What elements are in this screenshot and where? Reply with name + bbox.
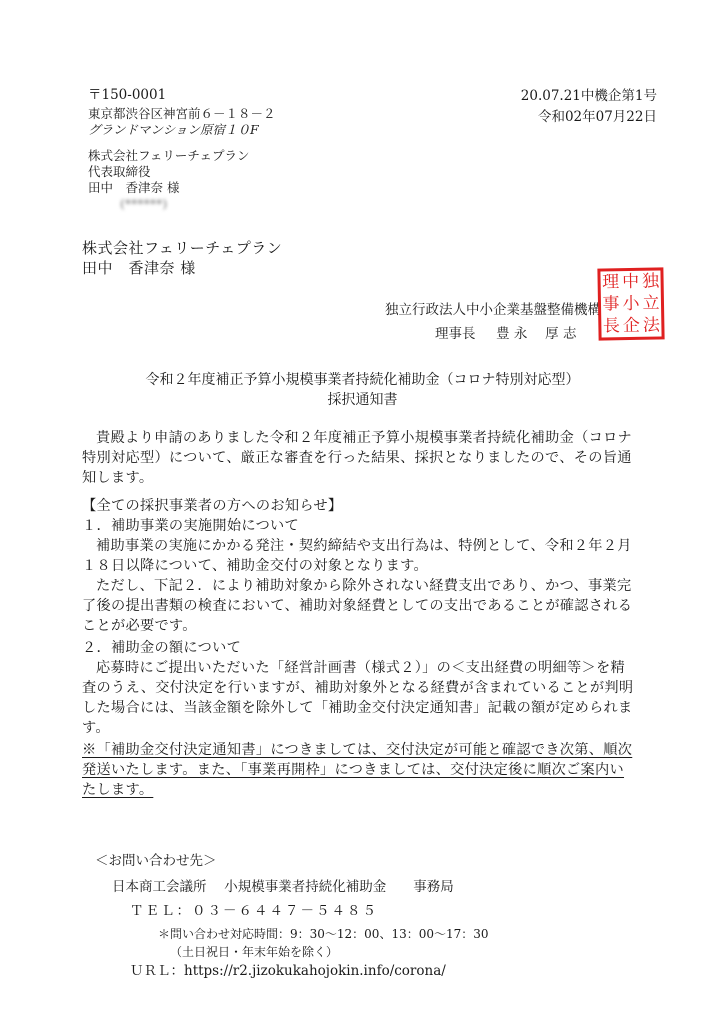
postal-code: 〒150-0001 — [88, 87, 167, 103]
seal-character: 理 — [601, 271, 620, 292]
notice-heading: 【全ての採択事業者の方へのお知らせ】 — [82, 498, 343, 514]
seal-character: 事 — [602, 293, 620, 314]
section-1-line: ことが必要です。 — [82, 618, 197, 634]
intro-line: 貴殿より申請のありました令和２年度補正予算小規模事業者持続化補助金（コロナ — [96, 430, 633, 446]
important-note — [82, 740, 642, 800]
doc-number: 20.07.21中機企第1号 — [520, 88, 657, 104]
address-line-2: グランドマンション原宿１０F — [88, 122, 259, 137]
seal-character: 立 — [642, 293, 660, 314]
seal-character: 長 — [602, 315, 621, 336]
section-2-line: す。 — [82, 720, 110, 736]
section-1-line: 補助事業の実施にかかる発注・契約締結や支出行為は、特例として、令和２年２月 — [96, 538, 632, 554]
url-link[interactable]: ＵＲＬ：https://r2.jizokukahojokin.info/corona/ — [130, 963, 446, 979]
recipient-block — [82, 238, 282, 278]
redacted-id: (******) — [120, 196, 168, 211]
sender-title: 代表取締役 — [88, 164, 151, 179]
contact-hours: ＊問い合わせ対応時間：9：30～12：00、13：00～17：30 — [158, 927, 489, 941]
contact-tel: ＴＥＬ：０３－６４４７－５４８５ — [130, 903, 378, 919]
contact-holidays: （土日祝日・年末年始を除く） — [170, 945, 339, 959]
doc-meta — [521, 86, 657, 128]
section-2-line: 応募時にご提出いただいた「経営計画書（様式２）」の＜支出経費の明細等＞を精 — [96, 660, 625, 676]
sender-name: 田中 香津奈 様 — [88, 180, 180, 195]
note-line: 発送いたします。また、「事業再開枠」につきましては、交付決定後に順次ご案内い — [82, 762, 625, 778]
section-1-line: ただし、下記２．により補助対象から除外されない経費支出であり、かつ、事業完 — [96, 578, 632, 594]
intro-paragraph — [82, 428, 642, 488]
official-seal-stamp — [597, 267, 664, 340]
section-1 — [82, 516, 642, 636]
section-2-heading: ２．補助金の額について — [82, 640, 242, 656]
section-1-line: １８日以降について、補助金交付の対象となります。 — [82, 558, 428, 574]
seal-character: 独 — [641, 271, 660, 292]
note-line: たします。 — [82, 782, 154, 798]
seal-character: 中 — [621, 271, 640, 292]
recipient-company: 株式会社フェリーチェプラン — [82, 239, 283, 257]
section-2 — [82, 638, 642, 738]
issuer-role: 理事長 — [435, 326, 476, 342]
seal-character: 法 — [642, 315, 661, 336]
seal-character: 小 — [622, 293, 640, 314]
section-2-line: した場合には、当該金額を除外して「補助金交付決定通知書」記載の額が定められま — [82, 700, 633, 716]
issuer-org: 独立行政法人中小企業基盤整備機構 — [385, 302, 601, 318]
seal-character: 企 — [622, 315, 641, 336]
contact-url[interactable] — [130, 962, 446, 981]
doc-date: 令和02年07月22日 — [537, 109, 657, 125]
recipient-name: 田中 香津奈 様 — [82, 259, 196, 277]
contact-heading: ＜お問い合わせ先＞ — [95, 853, 217, 869]
title-line-2: 採択通知書 — [327, 392, 398, 408]
intro-line: 知します。 — [82, 470, 154, 486]
section-2-line: 査のうえ、交付決定を行いますが、補助対象外となる経費が含まれていることが判明 — [82, 680, 634, 696]
contact-office: 日本商工会議所 小規模事業者持続化補助金 事務局 — [112, 879, 454, 895]
issuer-role-name — [435, 322, 576, 342]
note-line: ※「補助金交付決定通知書」につきましては、交付決定が可能と確認でき次第、順次 — [82, 742, 633, 758]
section-1-heading: １．補助事業の実施開始について — [82, 518, 300, 534]
issuer-name: 豊 永 厚 志 — [496, 326, 577, 342]
document-title — [0, 370, 725, 410]
intro-line: 特別対応型）について、厳正な審査を行った結果、採択となりましたので、その旨通 — [82, 450, 632, 466]
title-line-1: 令和２年度補正予算小規模事業者持続化補助金（コロナ特別対応型） — [145, 372, 580, 388]
address-line-1: 東京都渋谷区神宮前６－１８－２ — [88, 106, 276, 121]
sender-block — [88, 86, 276, 212]
sender-company: 株式会社フェリーチェプラン — [88, 148, 250, 163]
section-1-line: 了後の提出書類の検査において、補助対象経費としての支出であることが確認される — [82, 598, 633, 614]
